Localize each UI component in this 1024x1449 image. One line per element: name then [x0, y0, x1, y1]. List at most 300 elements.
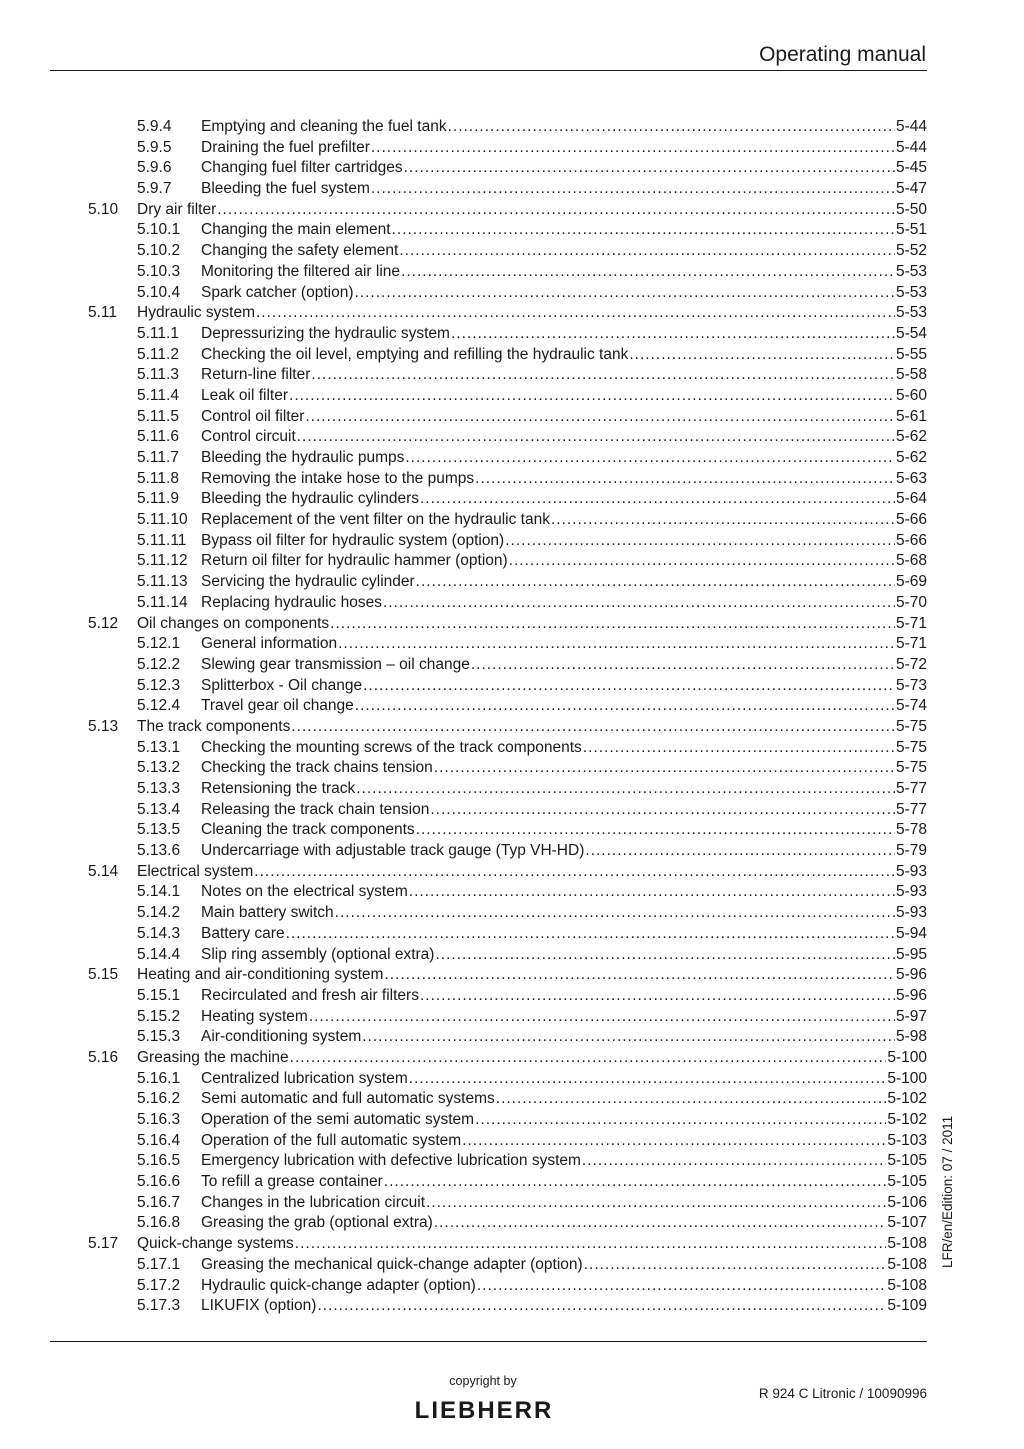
- toc-entry[interactable]: [0, 324, 1024, 345]
- toc-dot-leader: [409, 1069, 887, 1090]
- toc-entry[interactable]: [0, 1151, 1024, 1172]
- toc-entry-number: 5.10.2: [137, 242, 181, 260]
- toc-entry[interactable]: [0, 1296, 1024, 1317]
- toc-entry-page: 5-93: [895, 862, 927, 880]
- toc-entry[interactable]: [0, 924, 1024, 945]
- toc-dot-leader: [404, 158, 895, 179]
- toc-entry-line: [201, 945, 927, 966]
- toc-entry[interactable]: [0, 965, 1024, 986]
- toc-entry-title: Return-line filter: [201, 366, 311, 384]
- toc-entry-title: Depressurizing the hydraulic system: [201, 324, 450, 342]
- toc-entry-title: Draining the fuel prefilter: [201, 138, 370, 156]
- toc-dot-leader: [583, 738, 895, 759]
- toc-entry[interactable]: [0, 283, 1024, 304]
- toc-dot-leader: [363, 676, 895, 697]
- toc-entry-page: 5-106: [887, 1193, 927, 1211]
- toc-entry-page: 5-68: [895, 552, 927, 570]
- toc-entry-number: 5.16.6: [137, 1173, 181, 1191]
- toc-entry-line: [201, 262, 927, 283]
- toc-dot-leader: [416, 572, 895, 593]
- toc-dot-leader: [383, 593, 895, 614]
- document-header-title: Operating manual: [759, 43, 926, 66]
- toc-entry-number: 5.11.9: [137, 490, 179, 508]
- toc-entry-line: [201, 283, 927, 304]
- toc-dot-leader: [584, 1255, 887, 1276]
- toc-entry-page: 5-62: [895, 449, 927, 466]
- toc-entry-line: [201, 138, 927, 159]
- toc-entry-page: 5-66: [895, 511, 927, 529]
- toc-entry-title: Changes in the lubrication circuit: [201, 1193, 426, 1211]
- toc-entry-number: 5.15.2: [137, 1007, 181, 1025]
- toc-entry-number: 5.11.7: [137, 449, 179, 466]
- toc-entry-number: 5.10.3: [137, 262, 181, 280]
- toc-entry[interactable]: [0, 614, 1024, 635]
- toc-entry-number: 5.13.3: [137, 780, 181, 797]
- toc-dot-leader: [551, 510, 895, 531]
- toc-dot-leader: [451, 324, 895, 345]
- toc-entry-line: [201, 800, 927, 821]
- toc-entry-page: 5-96: [895, 986, 927, 1004]
- toc-entry-page: 5-72: [895, 655, 927, 673]
- toc-entry-title: Operation of the semi automatic system: [201, 1111, 475, 1128]
- toc-entry-page: 5-107: [887, 1214, 927, 1232]
- toc-entry-page: 5-77: [895, 800, 927, 818]
- toc-dot-leader: [509, 551, 895, 572]
- toc-dot-leader: [585, 841, 895, 862]
- toc-entry-line: [201, 820, 927, 841]
- toc-entry-title: Emergency lubrication with defective lubrication system: [201, 1152, 581, 1170]
- toc-entry-line: [137, 862, 927, 883]
- toc-entry-title: Splitterbox - Oil change: [201, 676, 363, 694]
- toc-entry-number: 5.9.4: [137, 118, 172, 135]
- toc-entry-title: Replacement of the vent filter on the hydraulic tank: [201, 511, 550, 529]
- toc-entry[interactable]: [0, 1234, 1024, 1255]
- toc-entry[interactable]: [0, 986, 1024, 1007]
- toc-entry-line: [201, 696, 927, 717]
- toc-entry-title: Changing the main element: [201, 221, 391, 239]
- toc-entry-line: [201, 1027, 927, 1048]
- toc-entry-page: 5-63: [895, 469, 927, 487]
- toc-entry-title: Recirculated and fresh air filters: [201, 986, 419, 1004]
- toc-entry[interactable]: [0, 717, 1024, 738]
- toc-entry-number: 5.14: [88, 862, 119, 880]
- toc-entry-number: 5.13.5: [137, 821, 181, 839]
- toc-dot-leader: [462, 1131, 886, 1152]
- toc-dot-leader: [420, 489, 895, 510]
- toc-dot-leader: [256, 303, 895, 324]
- toc-dot-leader: [471, 655, 895, 676]
- toc-entry[interactable]: [0, 241, 1024, 262]
- toc-entry[interactable]: [0, 469, 1024, 490]
- toc-entry-title: Bypass oil filter for hydraulic system (option): [201, 531, 505, 549]
- toc-entry-line: [201, 1007, 927, 1028]
- toc-dot-leader: [434, 758, 895, 779]
- toc-entry-page: 5-78: [895, 821, 927, 839]
- toc-entry-line: [201, 779, 927, 800]
- toc-dot-leader: [297, 427, 895, 448]
- toc-dot-leader: [426, 1193, 886, 1214]
- toc-entry[interactable]: [0, 489, 1024, 510]
- toc-entry[interactable]: [0, 779, 1024, 800]
- toc-entry[interactable]: [0, 841, 1024, 862]
- toc-entry-title: General information: [201, 635, 338, 653]
- toc-entry[interactable]: [0, 1276, 1024, 1297]
- toc-entry-page: 5-95: [895, 945, 927, 963]
- toc-entry-number: 5.11.1: [137, 324, 179, 342]
- toc-entry-number: 5.16: [88, 1048, 119, 1066]
- toc-entry-title: Greasing the machine: [137, 1048, 289, 1066]
- toc-entry[interactable]: [0, 1193, 1024, 1214]
- toc-entry-line: [201, 758, 927, 779]
- toc-entry-page: 5-102: [887, 1090, 927, 1108]
- toc-dot-leader: [290, 1048, 887, 1069]
- toc-entry-page: 5-70: [895, 593, 927, 611]
- toc-dot-leader: [295, 1234, 887, 1255]
- toc-entry[interactable]: [0, 448, 1024, 469]
- toc-entry-page: 5-105: [887, 1173, 927, 1191]
- toc-entry-title: Centralized lubrication system: [201, 1069, 408, 1087]
- toc-dot-leader: [405, 448, 895, 469]
- toc-entry[interactable]: [0, 882, 1024, 903]
- toc-entry-page: 5-45: [895, 159, 927, 177]
- toc-entry-line: [201, 903, 927, 924]
- toc-entry-title: Undercarriage with adjustable track gauge (Typ VH-HD): [201, 842, 585, 860]
- toc-dot-leader: [420, 986, 895, 1007]
- toc-dot-leader: [434, 1213, 887, 1234]
- toc-entry[interactable]: [0, 572, 1024, 593]
- toc-entry-number: 5.11.10: [137, 511, 188, 529]
- toc-entry-title: Air-conditioning system: [201, 1028, 362, 1046]
- liebherr-logo: [403, 1394, 565, 1424]
- toc-entry-page: 5-51: [895, 221, 927, 239]
- toc-entry-page: 5-50: [895, 200, 927, 218]
- toc-entry-number: 5.12.2: [137, 655, 181, 673]
- toc-dot-leader: [430, 800, 895, 821]
- toc-entry-number: 5.11.13: [137, 573, 188, 591]
- toc-entry[interactable]: [0, 345, 1024, 366]
- toc-entry-line: [201, 117, 927, 138]
- toc-entry-number: 5.16.2: [137, 1090, 181, 1108]
- toc-dot-leader: [477, 1276, 886, 1297]
- toc-entry-title: Changing the safety element: [201, 242, 399, 260]
- toc-entry-title: Retensioning the track: [201, 780, 356, 797]
- toc-entry-page: 5-61: [895, 407, 927, 425]
- toc-entry-title: Leak oil filter: [201, 386, 289, 404]
- toc-entry-number: 5.17.3: [137, 1297, 181, 1315]
- toc-entry[interactable]: [0, 262, 1024, 283]
- toc-entry-number: 5.11.4: [137, 386, 179, 404]
- header-rule: [50, 70, 927, 71]
- toc-entry[interactable]: [0, 386, 1024, 407]
- toc-entry[interactable]: [0, 1131, 1024, 1152]
- toc-dot-leader: [409, 882, 895, 903]
- toc-entry-number: 5.10.4: [137, 283, 181, 301]
- toc-entry[interactable]: [0, 427, 1024, 448]
- toc-entry-line: [201, 738, 927, 759]
- toc-entry-line: [201, 1151, 927, 1172]
- toc-entry-line: [201, 655, 927, 676]
- toc-entry-title: Dry air filter: [137, 200, 217, 218]
- toc-entry-line: [201, 510, 927, 531]
- toc-entry[interactable]: [0, 800, 1024, 821]
- toc-entry[interactable]: [0, 903, 1024, 924]
- toc-dot-leader: [475, 469, 895, 490]
- toc-entry-page: 5-53: [895, 262, 927, 280]
- toc-entry-number: 5.13.4: [137, 800, 181, 818]
- toc-entry-title: Control oil filter: [201, 407, 305, 425]
- toc-entry-page: 5-109: [887, 1297, 927, 1315]
- toc-dot-leader: [338, 634, 895, 655]
- toc-dot-leader: [629, 345, 895, 366]
- toc-entry-title: Electrical system: [137, 862, 254, 880]
- toc-dot-leader: [356, 779, 895, 800]
- toc-entry[interactable]: [0, 820, 1024, 841]
- toc-entry-title: Return oil filter for hydraulic hammer (option): [201, 552, 508, 570]
- toc-entry-number: 5.11.14: [137, 593, 188, 611]
- toc-entry[interactable]: [0, 1255, 1024, 1276]
- toc-dot-leader: [496, 1089, 887, 1110]
- toc-entry[interactable]: [0, 551, 1024, 572]
- toc-entry-page: 5-62: [895, 428, 927, 446]
- toc-entry-line: [201, 386, 927, 407]
- toc-entry-line: [201, 407, 927, 428]
- toc-entry-number: 5.11.5: [137, 407, 179, 425]
- toc-entry[interactable]: [0, 138, 1024, 159]
- toc-entry-title: Monitoring the filtered air line: [201, 262, 401, 280]
- toc-entry-page: 5-75: [895, 717, 927, 735]
- toc-entry-title: Battery care: [201, 924, 285, 942]
- toc-entry-line: [201, 448, 927, 469]
- toc-entry-line: [137, 717, 927, 738]
- toc-entry-line: [201, 882, 927, 903]
- toc-entry-number: 5.13.1: [137, 738, 181, 756]
- toc-entry[interactable]: [0, 1069, 1024, 1090]
- toc-entry[interactable]: [0, 1027, 1024, 1048]
- toc-entry-title: LIKUFIX (option): [201, 1297, 317, 1315]
- toc-entry[interactable]: [0, 303, 1024, 324]
- toc-entry-page: 5-44: [895, 138, 927, 156]
- toc-entry-line: [201, 469, 927, 490]
- toc-entry[interactable]: [0, 862, 1024, 883]
- toc-entry[interactable]: [0, 158, 1024, 179]
- toc-entry-number: 5.11: [88, 304, 118, 322]
- toc-dot-leader: [330, 614, 895, 635]
- toc-entry-line: [201, 158, 927, 179]
- toc-entry[interactable]: [0, 1007, 1024, 1028]
- toc-entry[interactable]: [0, 593, 1024, 614]
- toc-entry[interactable]: [0, 531, 1024, 552]
- toc-entry-line: [201, 489, 927, 510]
- toc-entry-line: [201, 572, 927, 593]
- toc-entry[interactable]: [0, 407, 1024, 428]
- toc-entry[interactable]: [0, 634, 1024, 655]
- toc-entry-page: 5-77: [895, 780, 927, 797]
- edition-note: LFR/en/Edition: 07 / 2011: [940, 1115, 955, 1268]
- toc-entry-title: Oil changes on components: [137, 614, 330, 632]
- toc-entry-number: 5.13: [88, 717, 119, 735]
- toc-dot-leader: [416, 820, 895, 841]
- toc-entry-title: Bleeding the hydraulic pumps: [201, 449, 405, 466]
- toc-entry-title: Operation of the full automatic system: [201, 1131, 462, 1149]
- toc-entry[interactable]: [0, 200, 1024, 221]
- toc-entry-page: 5-94: [895, 924, 927, 942]
- toc-entry[interactable]: [0, 117, 1024, 138]
- toc-dot-leader: [362, 1027, 895, 1048]
- toc-entry-number: 5.16.8: [137, 1214, 181, 1232]
- toc-entry-title: The track components: [137, 717, 291, 735]
- toc-entry-page: 5-108: [887, 1255, 927, 1273]
- toc-entry-number: 5.10: [88, 200, 119, 218]
- toc-entry[interactable]: [0, 1048, 1024, 1069]
- toc-entry-page: 5-97: [895, 1007, 927, 1025]
- toc-entry-title: Travel gear oil change: [201, 697, 354, 715]
- toc-entry-page: 5-79: [895, 842, 927, 860]
- toc-entry-title: Notes on the electrical system: [201, 883, 408, 901]
- toc-entry-page: 5-54: [895, 324, 927, 342]
- toc-entry[interactable]: [0, 655, 1024, 676]
- toc-entry[interactable]: [0, 696, 1024, 717]
- toc-entry-line: [201, 1193, 927, 1214]
- toc-dot-leader: [399, 241, 895, 262]
- toc-entry-line: [201, 365, 927, 386]
- toc-entry-line: [201, 1296, 927, 1317]
- toc-entry-page: 5-58: [895, 366, 927, 384]
- toc-entry-line: [201, 1172, 927, 1193]
- toc-entry-page: 5-74: [895, 697, 927, 715]
- toc-entry-number: 5.13.2: [137, 759, 181, 777]
- toc-entry-title: Hydraulic quick-change adapter (option): [201, 1276, 476, 1294]
- toc-entry-title: Control circuit: [201, 428, 296, 446]
- toc-entry-number: 5.16.4: [137, 1131, 181, 1149]
- toc-entry-title: Heating and air-conditioning system: [137, 966, 384, 984]
- toc-entry-title: Greasing the mechanical quick-change adapter (option): [201, 1255, 583, 1273]
- model-number: R 924 C Litronic / 10090996: [758, 1386, 927, 1401]
- toc-entry-number: 5.15.3: [137, 1028, 181, 1046]
- toc-entry[interactable]: [0, 365, 1024, 386]
- toc-entry-number: 5.11.2: [137, 345, 179, 363]
- toc-entry[interactable]: [0, 676, 1024, 697]
- toc-entry[interactable]: [0, 179, 1024, 200]
- toc-entry-number: 5.14.4: [137, 945, 181, 963]
- toc-entry[interactable]: [0, 1089, 1024, 1110]
- toc-entry-page: 5-69: [895, 573, 927, 591]
- toc-entry-title: Emptying and cleaning the fuel tank: [201, 118, 447, 135]
- toc-entry-page: 5-53: [895, 304, 927, 322]
- toc-entry-title: Main battery switch: [201, 904, 334, 922]
- toc-entry-line: [137, 200, 927, 221]
- toc-entry-line: [201, 551, 927, 572]
- toc-entry-number: 5.16.7: [137, 1193, 181, 1211]
- toc-entry-line: [201, 676, 927, 697]
- toc-entry-line: [201, 1110, 927, 1131]
- toc-dot-leader: [291, 717, 895, 738]
- toc-entry-page: 5-64: [895, 490, 927, 508]
- toc-entry-line: [201, 1089, 927, 1110]
- toc-entry-title: Slewing gear transmission – oil change: [201, 655, 470, 673]
- toc-entry-page: 5-73: [895, 676, 927, 694]
- toc-entry-number: 5.12.4: [137, 697, 181, 715]
- toc-entry[interactable]: [0, 758, 1024, 779]
- toc-entry[interactable]: [0, 510, 1024, 531]
- toc-entry-line: [201, 241, 927, 262]
- toc-entry-number: 5.11.12: [137, 552, 188, 570]
- toc-entry-page: 5-75: [895, 738, 927, 756]
- toc-entry-number: 5.17: [88, 1235, 119, 1253]
- toc-entry-number: 5.14.3: [137, 924, 181, 942]
- toc-entry-line: [201, 324, 927, 345]
- toc-entry-number: 5.16.5: [137, 1152, 181, 1170]
- toc-entry-line: [137, 1048, 927, 1069]
- toc-dot-leader: [289, 386, 895, 407]
- toc-entry-title: Slip ring assembly (optional extra): [201, 945, 435, 963]
- footer-rule: [50, 1341, 927, 1342]
- toc-entry-page: 5-47: [895, 180, 927, 198]
- toc-dot-leader: [392, 220, 895, 241]
- toc-entry-page: 5-108: [887, 1235, 927, 1253]
- toc-entry-number: 5.16.3: [137, 1111, 181, 1128]
- toc-entry-title: Hydraulic system: [137, 304, 255, 322]
- toc-entry-page: 5-75: [895, 759, 927, 777]
- toc-entry-title: Removing the intake hose to the pumps: [201, 469, 475, 487]
- toc-entry-title: Spark catcher (option): [201, 283, 354, 301]
- toc-entry-number: 5.15.1: [137, 986, 181, 1004]
- toc-entry-title: Changing fuel filter cartridges: [201, 159, 403, 177]
- toc-dot-leader: [317, 1296, 886, 1317]
- toc-dot-leader: [355, 283, 895, 304]
- toc-entry[interactable]: [0, 220, 1024, 241]
- toc-entry-number: 5.9.7: [137, 180, 172, 198]
- toc-entry-page: 5-60: [895, 386, 927, 404]
- toc-entry-number: 5.12.1: [137, 635, 181, 653]
- toc-entry-line: [201, 427, 927, 448]
- toc-entry-page: 5-96: [895, 966, 927, 984]
- liebherr-logo-wordmark: LIEBHERR: [414, 1397, 554, 1424]
- toc-entry-page: 5-108: [887, 1276, 927, 1294]
- toc-entry-title: Cleaning the track components: [201, 821, 415, 839]
- toc-entry[interactable]: [0, 1213, 1024, 1234]
- toc-dot-leader: [305, 407, 895, 428]
- toc-entry-page: 5-98: [895, 1028, 927, 1046]
- toc-entry[interactable]: [0, 1172, 1024, 1193]
- toc-dot-leader: [435, 945, 895, 966]
- toc-dot-leader: [335, 903, 895, 924]
- toc-entry-number: 5.11.6: [137, 428, 179, 446]
- toc-entry-page: 5-100: [887, 1069, 927, 1087]
- toc-entry-line: [201, 531, 927, 552]
- toc-dot-leader: [371, 179, 895, 200]
- toc-entry-title: Checking the mounting screws of the track components: [201, 738, 582, 756]
- toc-dot-leader: [311, 365, 895, 386]
- toc-entry-page: 5-66: [895, 531, 927, 549]
- toc-entry-line: [201, 220, 927, 241]
- toc-entry-line: [201, 924, 927, 945]
- toc-dot-leader: [475, 1110, 886, 1131]
- toc-entry[interactable]: [0, 945, 1024, 966]
- toc-entry-title: Bleeding the hydraulic cylinders: [201, 490, 419, 508]
- toc-entry-page: 5-71: [895, 614, 927, 632]
- toc-entry[interactable]: [0, 738, 1024, 759]
- toc-dot-leader: [505, 531, 895, 552]
- toc-entry[interactable]: [0, 1110, 1024, 1131]
- toc-dot-leader: [371, 138, 895, 159]
- toc-entry-title: Semi automatic and full automatic systems: [201, 1090, 495, 1108]
- toc-entry-number: 5.17.2: [137, 1276, 181, 1294]
- toc-entry-number: 5.12.3: [137, 676, 181, 694]
- toc-dot-leader: [384, 1172, 887, 1193]
- toc-dot-leader: [309, 1007, 895, 1028]
- toc-entry-number: 5.11.8: [137, 469, 179, 487]
- toc-dot-leader: [384, 965, 895, 986]
